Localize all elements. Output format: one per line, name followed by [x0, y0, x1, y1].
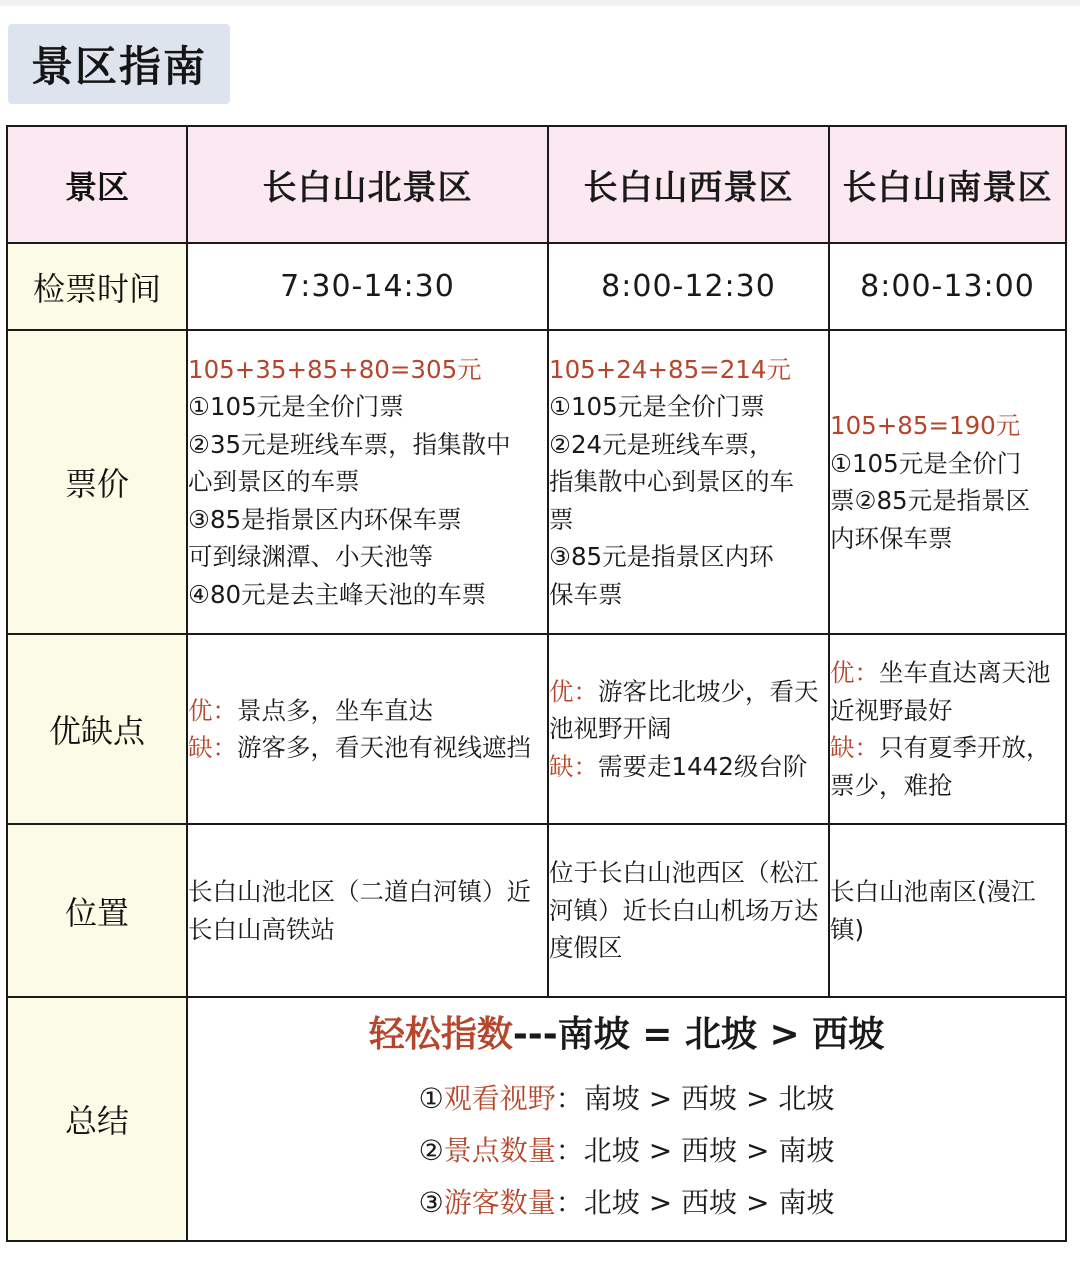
time-west: 8:00-12:30	[548, 243, 829, 330]
price-line: ④80元是去主峰天池的车票	[188, 579, 487, 609]
pros-cons-north	[187, 634, 548, 824]
summary-headline-ranking: ---南坡 = 北坡 > 西坡	[512, 1014, 885, 1055]
price-line: 可到绿渊潭、小天池等	[188, 542, 433, 572]
price-line: ①105元是全价门票	[549, 392, 765, 422]
price-south-total: 105+85=190元	[830, 411, 1021, 440]
header-row	[7, 126, 1066, 243]
con-label: 缺：	[830, 733, 879, 762]
price-west	[548, 330, 829, 634]
summary-item: ②景点数量：北坡 > 西坡 > 南坡	[418, 1134, 835, 1167]
price-label: 票价	[7, 330, 187, 634]
time-row	[7, 243, 1066, 330]
price-south	[829, 330, 1066, 634]
column-west: 长白山西景区	[548, 126, 829, 243]
price-line: 票②85元是指景区	[830, 486, 1031, 515]
location-row	[7, 824, 1066, 997]
summary-item: ③游客数量：北坡 > 西坡 > 南坡	[418, 1186, 835, 1219]
con-label: 缺：	[549, 751, 598, 781]
summary-headline-key: 轻松指数	[368, 1014, 513, 1055]
pros-cons-row	[7, 634, 1066, 824]
location-south: 长白山池南区(漫江镇)	[829, 824, 1066, 997]
column-south: 长白山南景区	[829, 126, 1066, 243]
summary-row	[7, 997, 1066, 1241]
pro-label: 优：	[549, 676, 598, 706]
con-text: 游客多，看天池有视线遮挡	[237, 733, 531, 762]
column-north: 长白山北景区	[187, 126, 548, 243]
price-line: 心到景区的车票	[188, 467, 360, 497]
summary-content	[187, 997, 1066, 1241]
summary-headline	[188, 1009, 1065, 1061]
top-strip	[0, 0, 1080, 6]
pro-label: 优：	[830, 658, 879, 687]
pro-label: 优：	[188, 695, 237, 725]
location-west: 位于长白山池西区（松江河镇）近长白山机场万达度假区	[548, 824, 829, 997]
con-text: 需要走1442级台阶	[598, 751, 808, 781]
pros-cons-south	[829, 634, 1066, 824]
price-line: ③85是指景区内环保车票	[188, 504, 462, 534]
price-west-total: 105+24+85=214元	[549, 354, 791, 384]
time-south: 8:00-13:00	[829, 243, 1066, 330]
location-north: 长白山池北区（二道白河镇）近长白山高铁站	[187, 824, 548, 997]
price-line: ①105元是全价门票	[188, 392, 404, 422]
pro-text: 坐车直达离天池近视野最好	[830, 658, 1051, 725]
pro-text: 景点多，坐车直达	[237, 695, 433, 725]
price-line: ②24元是班线车票，	[549, 429, 774, 459]
time-north: 7:30-14:30	[187, 243, 548, 330]
con-text: 只有夏季开放，票少，难抢	[830, 733, 1051, 800]
price-north	[187, 330, 548, 634]
price-line: 保车票	[549, 579, 623, 609]
page-title: 景区指南	[8, 24, 230, 104]
price-line: ③85元是指景区内环	[549, 542, 774, 572]
scenic-guide-table	[6, 125, 1067, 1242]
price-row	[7, 330, 1066, 634]
pro-text: 游客比北坡少，看天池视野开阔	[549, 676, 819, 744]
location-label: 位置	[7, 824, 187, 997]
price-line: 指集散中心到景区的车	[549, 467, 794, 497]
pros-cons-label: 优缺点	[7, 634, 187, 824]
pros-cons-west	[548, 634, 829, 824]
price-line: 票	[549, 504, 574, 534]
price-line: 内环保车票	[830, 523, 953, 553]
time-label: 检票时间	[7, 243, 187, 330]
price-line: ①105元是全价门	[830, 448, 1022, 478]
summary-item: ①观看视野：南坡 > 西坡 > 北坡	[418, 1082, 835, 1115]
price-line: ②35元是班线车票，指集散中	[188, 429, 511, 459]
summary-label: 总结	[7, 997, 187, 1241]
price-north-total: 105+35+85+80=305元	[188, 354, 482, 384]
con-label: 缺：	[188, 733, 237, 762]
header-label: 景区	[7, 126, 187, 243]
